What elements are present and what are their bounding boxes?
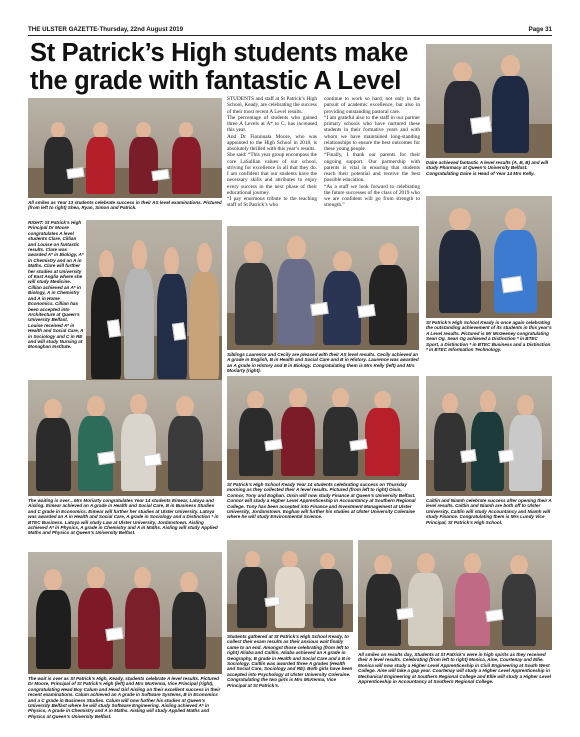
page-number: Page 31 [528, 26, 552, 33]
caption-top-left: All smiles as Year 13 students celebrate success in their AS level examinations. Pictured (from left to right) Shea, Ryan, Simon and Patrick. [28, 200, 222, 211]
caption-row3-right: Caitlin and Niamh celebrate success after opening their A level results. Caitlin and Niamh are both off to Ulster University. Caitlin will study Accountancy and Niamh will study Finance. Congratulating them is Mrs Lundy Vice Principal, St Patrick’s High School. [426, 498, 552, 525]
headline: St Patrick’s High students make the grade with fantastic A Level [30, 39, 409, 95]
photo-aliaba-caitlin [227, 540, 353, 632]
photo-eimear-latoya-aisling [28, 380, 222, 496]
caption-top-right: Daire achieved fantastic A level results (A, B, B) and will study Pharmacy at Queen’s University Belfast. Congratulating Daire is Head of Year 14 Mrs Kelly. [426, 160, 549, 176]
photo-daire [426, 44, 552, 158]
photo-sean-og [426, 196, 552, 318]
photo-caitlin-niamh [426, 376, 552, 496]
publication-line: THE ULSTER GAZETTE-Thursday, 22nd August 2019 [28, 26, 184, 33]
photo-oisin-connor-tony-eoghan [227, 376, 419, 480]
caption-left-side: RIGHT: St Patrick’s High Principal Dr Moore congratulates A level students Clare, Cillian and Louise on fantastic results. Clare was awarded A* in Biology, A* in Chemistry and an A in Maths. Clare will further her studies at University of East Anglia where she will study Medicine. Cillian achieved an A* in Biology, A in Chemistry and A in Home Economics. Cillian has been accepted into Architecture at Queen’s University Belfast. Louise received A* in Health and Social Care, A in Sociology and C in RE and will study Nursing at Monaghan Institute. [28, 220, 84, 350]
caption-row3-left: The waiting is over…Mrs Moriarty congratulates Year 14 students Eimear, Latoya and Aisling. Eimear achieved an A grade in Health and Social Care, B in Business Studies and C grade in Economics. Eimear will further her studies at Ulster University. Latoya was awarded an A in Health and Social Care, A grade in Sociology and a Distinction * in BTEC Business. Latoya will study Law at Ulster University, Jordanstown. Aisling achieved A* in Physics, A grade in Chemistry and A in Maths. Aisling will study Applied Maths and Physics at Queen’s University Belfast. [28, 498, 219, 536]
caption-bottom-right: All smiles on results day, Students at St Patrick’s were in high spirits as they received their A level results. Celebrating (from left to right) Monica, Aine, Courtenay and Ellie. Monica will now study a Higher Level Apprenticeship in Civil Engineering at South West College. Aine will take a gap year. Courtenay will study a Higher Level Apprenticeship in Mechanical Engineering at Southern Regional College and Ellie will study a Higher Level Apprenticeship in Accountancy at Southern Regional College. [358, 652, 551, 685]
photo-clare-cillian-louise [86, 220, 222, 386]
article-column-2: continue to work so hard, not only in the pursuit of academic excellence, but also in providing outstanding pastoral care. “I am grateful also to the staff in our partner primary schools who have nurtured these students in their formative years and with whom we have maintained long-standing relationships to ensure the best outcomes for these young people. “Finally, I thank our parents for their ongoing support. Our partnership with parents is vital in ensuring that students reach their potential and receive the best possible education. “As a staff we look forward to celebrating the future successes of the class of 2019 who we are confident will go from strength to strength.” [324, 96, 420, 209]
article-column-1: STUDENTS and staff at St Patrick’s High School, Keady, are celebrating the success of their most recent A Level results. The percentage of students who gained three A Levels at A* to C, has increased this year. And Dr Fionnuala Moore, who was appointed to the High School in 2018, is absolutely thrilled with this year’s results. She said: “This year group encompass the core LaSallian values of our school, striving for excellence in all that they do. I am confident that our students have the necessary skills and attributes to enjoy every success in the next phase of their educational journey. “I pay enormous tribute to the teaching staff of St Patrick’s who [227, 96, 317, 209]
photo-monica-aine-courtenay-ellie [358, 540, 552, 650]
caption-bottom-center: Students gathered at St Patrick’s High School Keady, to collect their exam results as their anxious wait finally came to an end. Amongst those celebrating (from left to right) Aliaba and Caitlin. Aliaba achieved an A grade in Geography, B grade in Health and Social Care and a B in Sociology. Caitlin was awarded three A grades (Health and Social Care, Sociology and RE). Both girls have been accepted into Psychology at Ulster University Coleraine. Congratulating the two girls is Mrs McKenna, Vice Principal at St Patrick’s. [227, 634, 353, 688]
photo-laurence-cecily [227, 226, 419, 350]
masthead [28, 26, 552, 36]
caption-mid-right: St Patrick’s High School Keady is once again celebrating the outstanding achievement of its students in this year’s A Level results. Pictured is Mr McGeeney congratulating Sean Og. Sean Og achieved a Distinction * in BTEC Sport, a Distinction * in BTEC Business and a Distinction * in BTEC Information Technology. [426, 320, 552, 353]
caption-bottom-left: The wait is over as St Patrick’s High, Keady, students celebrate A level results. Pictured Dr Moore, Principal of St Patrick’s High (left) and Mrs McKenna, Vice Principal (right), congratulating Head Boy Calum and Head Girl Aisling on their excellent success in their recent examinations. Calum achieved an A grade in Software Systems, B in Economics and a C grade in Business Studies. Calum will now further his studies at Queen’s University Belfast where he will study Software Engineering. Aisling achieved A* in Physics, A grade in Chemistry and A in Maths. Aisling will study Applied Maths and Physics at Queen’s University Belfast. [28, 676, 221, 719]
photo-year13-students [28, 98, 222, 198]
photo-calum-aisling [28, 552, 222, 674]
caption-mid-center: Siblings Laurence and Cecily are pleased with their AS level results. Cecily achieved an A grade in English, B in Health and Social Care and B in History. Laurence was awarded an A grade in History and B in Biology. Congratulating them is Mrs Kelly (left) and Mrs Moriarty (right). [227, 352, 419, 374]
caption-row3-center: St Patrick’s High School Keady Year 14 students celebrating success on Thursday morning as they collected their A level results. Pictured (from left to right) Oisin, Connor, Tony and Eoghan. Oisin will now study Finance at Queen’s University Belfast. Connor will study a Higher Level Apprenticeship in Accountancy at Southern Regional College. Tony has been accepted into Finance and Investment Management at Ulster University, Jordanstown. Eoghan will further his studies at Ulster University Coleraine where he will study Environmental Science. [227, 482, 416, 520]
